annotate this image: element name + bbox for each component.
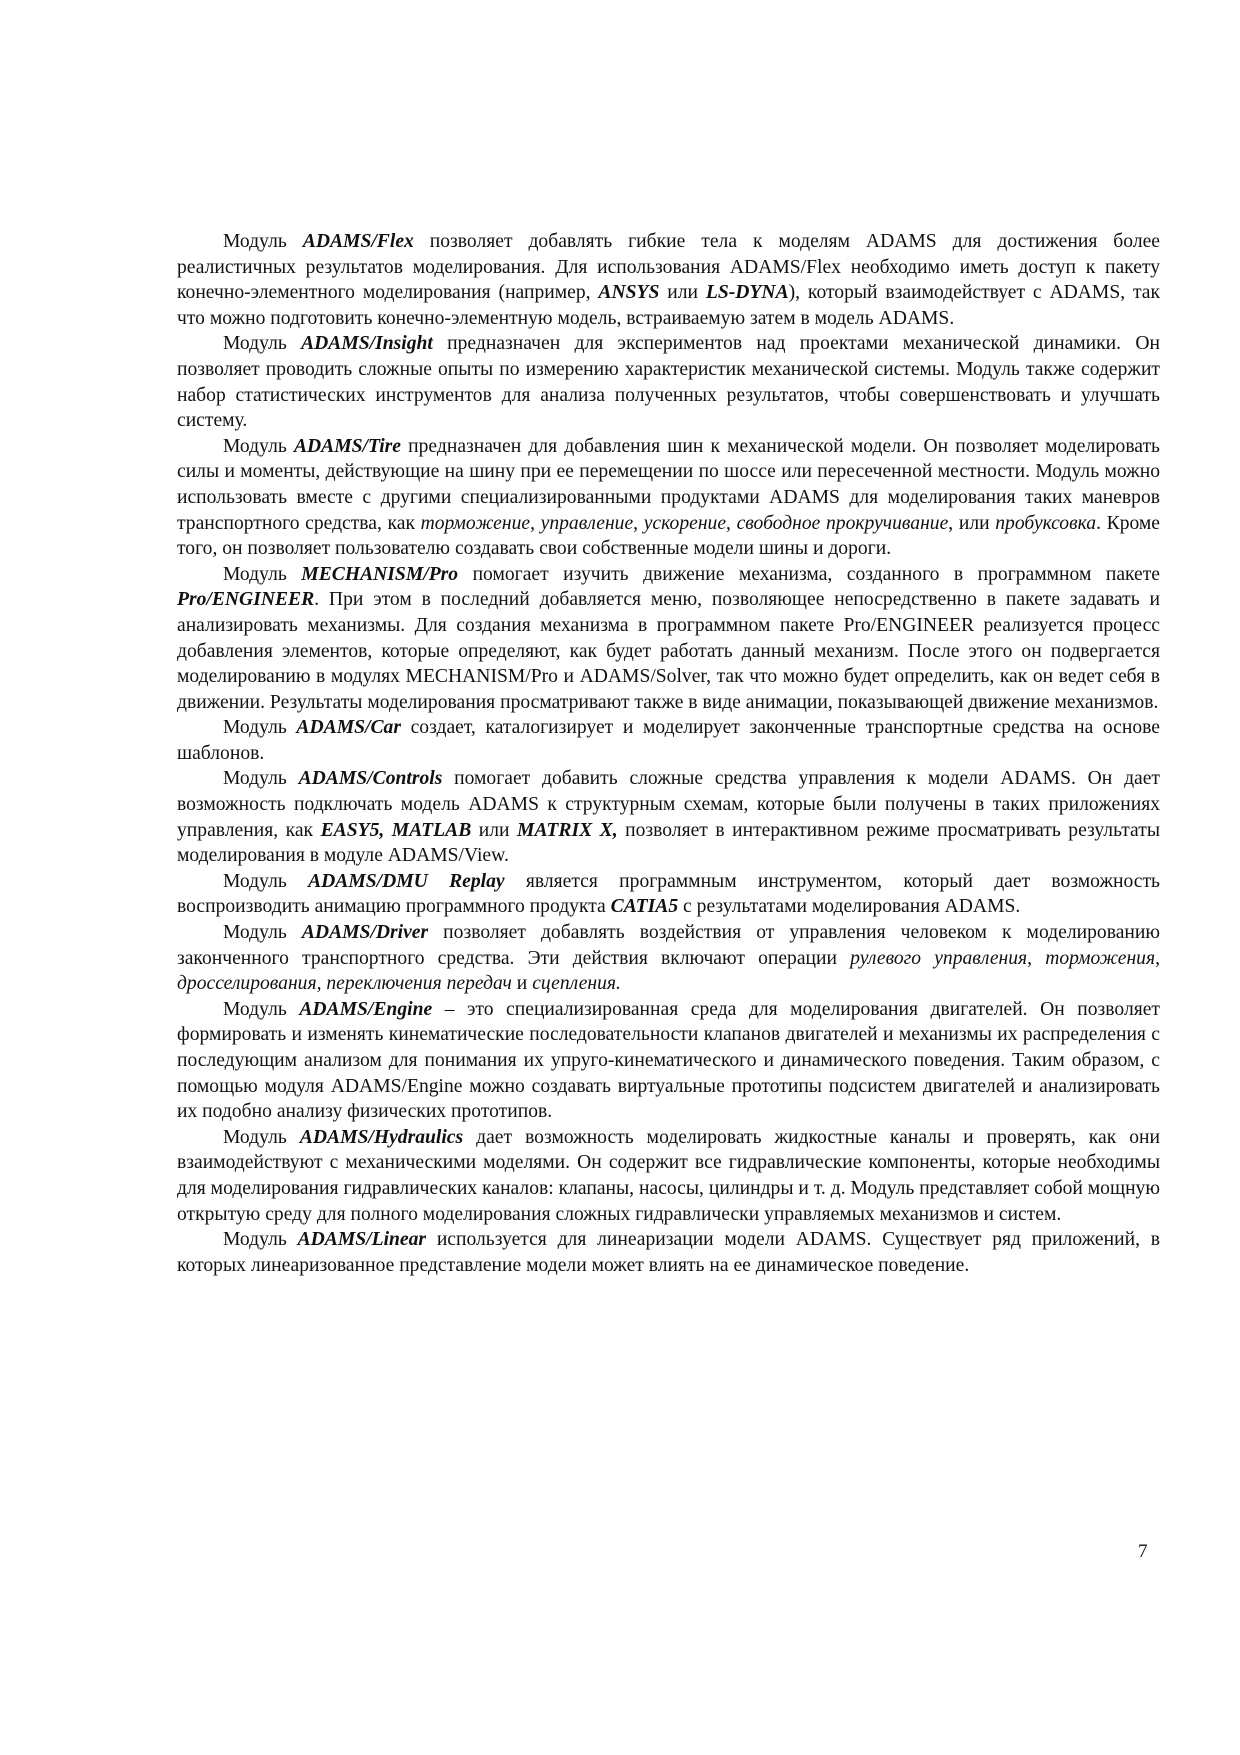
text-run: – это специализированная среда для моделирования двигателей. Он позволяет формировать и изменять кинематические последовательности клапанов двигателей и механизмы их распределения с последующим анализом для понимания их упруго-кинематического и динамического поведения. Таким образом, с помощью модуля ADAMS/Engine можно создавать виртуальные прототипы подсистем двигателей и анализировать их подобно анализу физических прототипов.: [177, 998, 1160, 1123]
page-number: 7: [1138, 1541, 1148, 1562]
text-run: или: [471, 819, 518, 841]
text-run: Модуль: [223, 870, 309, 892]
text-run: Модуль: [223, 768, 299, 790]
emphasis-text: ускорение: [643, 512, 727, 534]
text-run: ,: [633, 512, 644, 534]
text-run: ), который взаимодействует с ADAMS, так что можно подготовить конечно-элементную модель, встраиваемую затем в модель ADAMS.: [177, 282, 1160, 329]
module-name: CATIA5: [610, 896, 679, 918]
module-name: MATRIX X,: [517, 819, 618, 841]
module-name: ADAMS/Controls: [298, 768, 443, 790]
body-text: [177, 229, 1160, 1278]
paragraph: [177, 229, 1160, 331]
paragraph: [177, 920, 1160, 997]
text-run: Модуль: [223, 231, 303, 252]
text-run: . Кроме того, он позволяет пользователю создавать свои собственные модели шины и дороги.: [177, 512, 1161, 560]
text-run: и: [511, 973, 533, 995]
module-name: MECHANISM/Pro: [301, 563, 459, 585]
text-run: с результатами моделирования ADAMS.: [678, 896, 1021, 918]
module-name: ADAMS/Tire: [293, 435, 401, 457]
emphasis-text: торможение: [420, 512, 531, 534]
text-run: Модуль: [223, 717, 297, 739]
module-name: LS-DYNA: [705, 282, 789, 304]
paragraph: [177, 997, 1160, 1125]
paragraph: [177, 766, 1160, 868]
emphasis-text: сцепления.: [532, 973, 621, 995]
text-run: ,: [530, 512, 541, 534]
text-run: . При этом в последний добавляется меню, позволяющее непосредственно в пакете задавать и анализировать механизмы. Для создания механизма в программном пакете Pro/ENGINEER реализуется процесс добавления элементов, которые определяют, как будет работать данный механизм. После этого он подвергается моделированию в модулях MECHANISM/Pro и ADAMS/Solver, так что можно будет определить, как он ведет себя в движении. Результаты моделирования просматривают также в виде анимации, показывающей движение механизмов.: [177, 589, 1160, 713]
text-run: используется для линеаризации модели ADAMS. Существует ряд приложений, в которых линеаризованное представление модели может влиять на ее динамическое поведение.: [177, 1229, 1160, 1276]
text-run: Модуль: [223, 333, 302, 355]
emphasis-text: свободное прокручивание: [736, 512, 949, 534]
text-run: Модуль: [223, 922, 302, 944]
paragraph: [177, 869, 1160, 920]
emphasis-text: пробуксовка: [995, 512, 1097, 534]
module-name: EASY5, MATLAB: [320, 819, 472, 841]
module-name: ADAMS/Driver: [301, 922, 429, 944]
module-name: ADAMS/Hydraulics: [299, 1126, 464, 1148]
text-run: помогает добавить сложные средства управления к модели ADAMS. Он дает возможность подключать модель ADAMS к структурным схемам, которые были получены в таких приложениях управления, как: [177, 768, 1160, 841]
module-name: Pro/ENGINEER: [177, 589, 315, 611]
module-name: ADAMS/Linear: [297, 1229, 427, 1251]
module-name: ANSYS: [598, 282, 660, 304]
text-run: ,: [726, 512, 737, 534]
paragraph: [177, 1227, 1160, 1278]
emphasis-text: управление: [540, 512, 634, 534]
paragraph: [177, 562, 1160, 716]
text-run: предназначен для экспериментов над проектами механической динамики. Он позволяет проводить сложные опыты по измерению характеристик механической системы. Модуль также содержит набор статистических инструментов для анализа полученных результатов, чтобы совершенствовать и улучшать систему.: [177, 333, 1160, 432]
emphasis-text: рулевого управления, торможения, дросселирования, переключения передач: [177, 947, 1160, 995]
text-run: позволяет добавлять гибкие тела к моделям ADAMS для достижения более реалистичных результатов моделирования. Для использования ADAMS/Flex необходимо иметь доступ к пакету конечно-элементного моделирования (например,: [177, 231, 1160, 304]
module-name: ADAMS/DMU Replay: [308, 870, 505, 892]
text-run: Модуль: [223, 435, 294, 457]
paragraph: [177, 434, 1160, 562]
text-run: позволяет в интерактивном режиме просматривать результаты моделирования в модуле ADAMS/View.: [177, 819, 1160, 867]
text-run: позволяет добавлять воздействия от управления человеком к моделированию законченного транспортного средства. Эти действия включают операции: [177, 922, 1161, 969]
module-name: ADAMS/Flex: [302, 231, 414, 252]
module-name: ADAMS/Engine: [299, 998, 433, 1020]
text-run: Модуль: [223, 998, 300, 1020]
text-run: Модуль: [223, 1229, 298, 1251]
module-name: ADAMS/Car: [296, 717, 401, 739]
paragraph: [177, 715, 1160, 766]
text-run: помогает изучить движение механизма, созданного в программном пакете: [458, 563, 1161, 585]
text-run: дает возможность моделировать жидкостные каналы и проверять, как они взаимодействуют с механическими моделями. Он содержит все гидравлические компоненты, которые необходимы для моделирования гидравлических каналов: клапаны, насосы, цилиндры и т. д. Модуль представляет собой мощную открытую среду для полного моделирования сложных гидравлически управляемых механизмов и систем.: [177, 1126, 1160, 1225]
module-name: ADAMS/Insight: [301, 333, 433, 355]
text-run: Модуль: [223, 1126, 300, 1148]
text-run: , или: [948, 512, 996, 534]
text-run: Модуль: [223, 563, 302, 585]
text-run: является программным инструментом, который дает возможность воспроизводить анимацию программного продукта: [177, 870, 1160, 918]
paragraph: [177, 331, 1160, 433]
paragraph: [177, 1125, 1160, 1227]
text-run: или: [659, 282, 706, 304]
text-run: создает, каталогизирует и моделирует законченные транспортные средства на основе шаблонов.: [177, 717, 1160, 764]
text-run: предназначен для добавления шин к механической модели. Он позволяет моделировать силы и моменты, действующие на шину при ее перемещении по шоссе или пересеченной местности. Модуль можно использовать вместе с другими специализированными продуктами ADAMS для моделирования таких маневров транспортного средства, как: [177, 435, 1160, 534]
